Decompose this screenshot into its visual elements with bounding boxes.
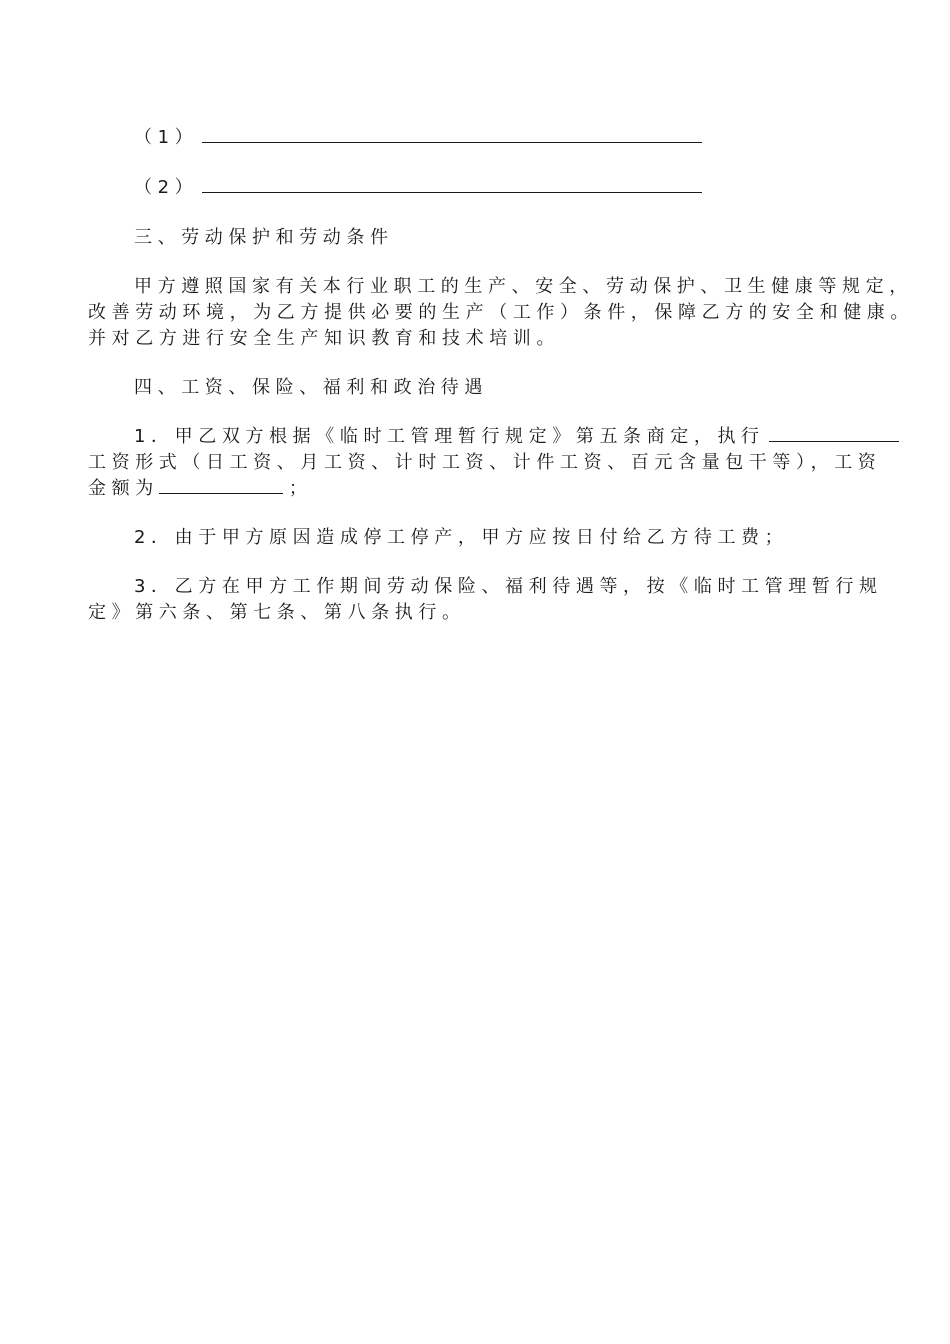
item-1-label: （1） — [134, 127, 199, 148]
clause-1-text: 1．甲乙双方根据《临时工管理暂行规定》第五条商定，执行 — [134, 426, 765, 447]
clause-2: 2．由于甲方原因造成停工停产，甲方应按日付给乙方待工费； — [134, 527, 789, 548]
clause-1-line-1 — [134, 425, 899, 449]
section-3-paragraph-line-2: 改善劳动环境，为乙方提供必要的生产（工作）条件，保障乙方的安全和健康。 — [88, 302, 914, 323]
clause-3-line-1: 3．乙方在甲方工作期间劳动保险、福利待遇等，按《临时工管理暂行规 — [134, 576, 883, 597]
wage-amount-blank-line — [159, 477, 283, 494]
item-1-blank-line — [202, 126, 702, 143]
section-4-heading: 四、工资、保险、福利和政治待遇 — [134, 377, 488, 398]
wage-form-blank-line — [769, 425, 899, 442]
clause-1-line-3 — [88, 477, 312, 501]
clause-3-line-2: 定》第六条、第七条、第八条执行。 — [88, 602, 466, 623]
item-2-blank-line — [202, 176, 702, 193]
wage-amount-label: 金额为 — [88, 478, 159, 499]
item-2-row — [134, 176, 702, 200]
section-3-paragraph-line-1: 甲方遵照国家有关本行业职工的生产、安全、劳动保护、卫生健康等规定， — [134, 276, 913, 297]
clause-1-line-2: 工资形式（日工资、月工资、计时工资、计件工资、百元含量包干等），工资 — [88, 452, 882, 473]
item-2-label: （2） — [134, 177, 199, 198]
item-1-row — [134, 126, 702, 150]
wage-amount-suffix: ； — [288, 478, 313, 499]
section-3-paragraph-line-3: 并对乙方进行安全生产知识教育和技术培训。 — [88, 328, 560, 349]
section-3-heading: 三、劳动保护和劳动条件 — [134, 227, 394, 248]
